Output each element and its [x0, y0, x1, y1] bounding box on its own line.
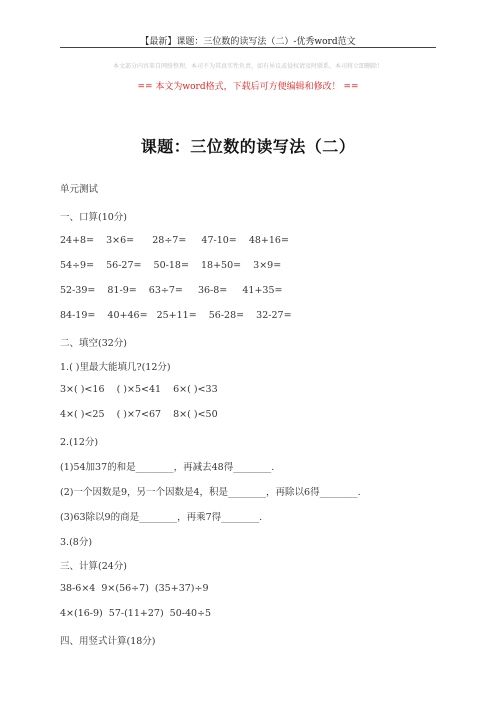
- header-divider: [60, 47, 436, 48]
- question-text: 1.( )里最大能填几?(12分): [60, 362, 171, 373]
- header-title: 【最新】课题：三位数的读写法（二）-优秀word范文: [140, 37, 356, 47]
- problem-row: 3×( )<16 ( )×5<41 6×( )<33: [60, 384, 218, 395]
- problem-row: 24+8= 3×6= 28÷7= 47-10= 48+16=: [60, 235, 289, 246]
- problem-row: 4×(16-9) 57-(11+27) 50-40÷5: [60, 608, 212, 619]
- section-fill-blank: 二、填空(32分): [60, 338, 128, 349]
- section-vertical-calculation: 四、用竖式计算(18分): [60, 636, 156, 647]
- problem-row: 4×( )<25 ( )×7<67 8×( )<50: [60, 409, 218, 420]
- problem-row: 38-6×4 9×(56÷7) (35+37)÷9: [60, 583, 209, 594]
- section-oral-calculation: 一、口算(10分): [60, 212, 128, 223]
- question-text: 2.(12分): [60, 437, 99, 448]
- problem-row: 52-39= 81-9= 63÷7= 36-8= 41+35=: [60, 285, 283, 296]
- question-text: 3.(8分): [60, 537, 93, 548]
- question-text: (3)63除以9的商是________，再乘7得________.: [60, 512, 263, 523]
- section-unit-test: 单元测试: [60, 184, 99, 195]
- section-calculation: 三、计算(24分): [60, 561, 128, 572]
- question-text: (2)一个因数是9，另一个因数是4，积是________，再除以6得________.: [60, 487, 361, 498]
- problem-row: 84-19= 40+46= 25+11= 56-28= 32-27=: [60, 310, 292, 321]
- question-text: (1)54加37的和是________，再减去48得________.: [60, 462, 275, 473]
- disclaimer-text: 本文部分内容来自网络整理，本司不为其真实性负责，如有异议或侵权请及时联系，本司将立即删除！: [112, 63, 383, 70]
- problem-row: 54÷9= 56-27= 50-18= 18+50= 3×9=: [60, 260, 282, 271]
- document-title: 课题：三位数的读写法（二）: [140, 137, 356, 156]
- word-format-notice: == 本文为word格式，下载后可方便编辑和修改！ ==: [137, 82, 359, 92]
